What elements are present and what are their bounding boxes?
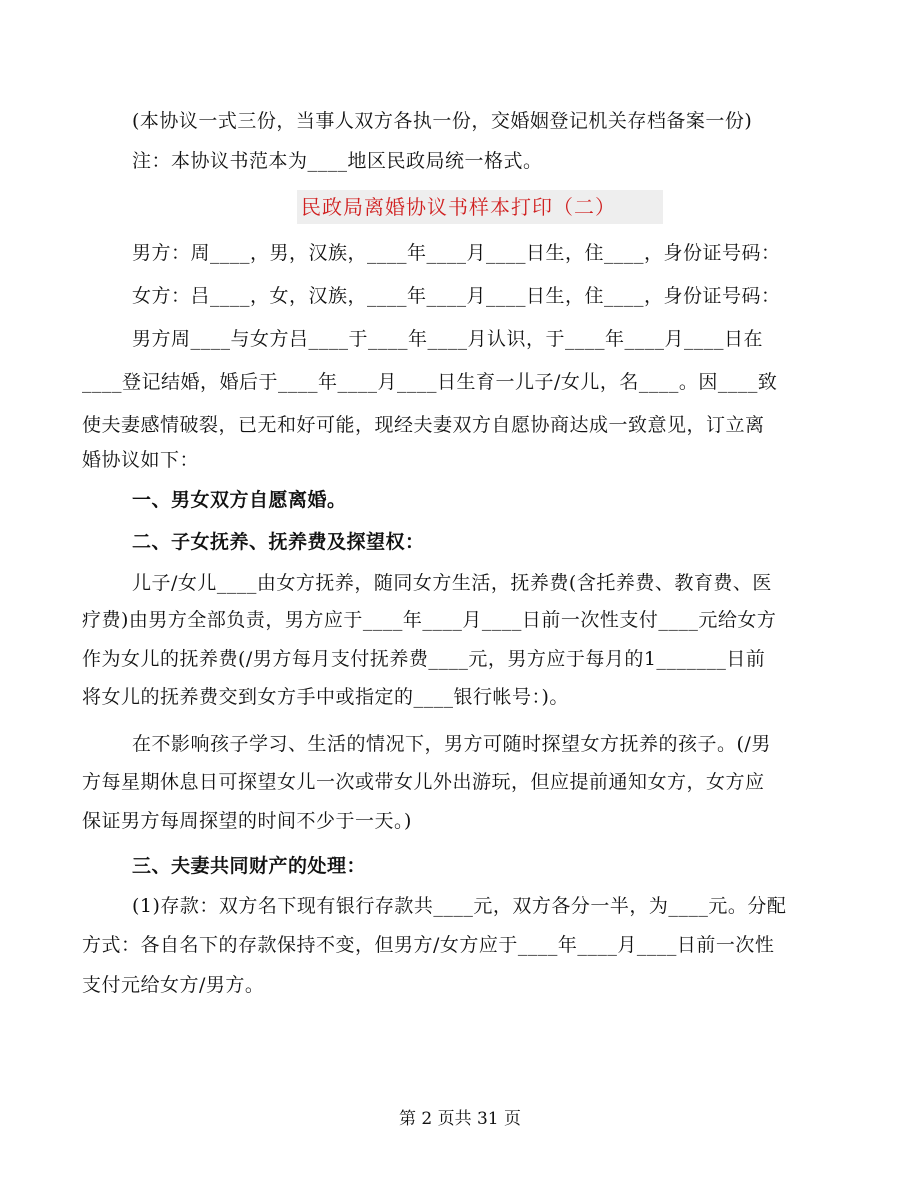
section-title <box>297 190 663 224</box>
deposit-paragraph-line-2: 方式：各自名下的存款保持不变，但男方/女方应于____年____月____日前一次性 <box>82 934 775 956</box>
intro-paragraph-line-1: 男方周____与女方吕____于____年____月认识，于____年____月____日在 <box>132 328 764 350</box>
visitation-paragraph-line-2: 方每星期休息日可探望女儿一次或带女儿外出游玩，但应提前通知女方，女方应 <box>82 771 765 793</box>
deposit-paragraph-line-3: 支付元给女方/男方。 <box>82 974 265 996</box>
section-title-text: 民政局离婚协议书样本打印（二） <box>301 195 616 219</box>
clause-2-heading: 二、子女抚养、抚养费及探望权： <box>132 531 425 553</box>
intro-paragraph-line-2: ____登记结婚，婚后于____年____月____日生育一儿子/女儿，名____。因____致 <box>82 371 778 393</box>
page-footer: 第 2 页共 31 页 <box>398 1109 522 1129</box>
clause-1-heading: 一、男女双方自愿离婚。 <box>132 489 347 511</box>
custody-paragraph-line-1: 儿子/女儿____由女方抚养，随同女方生活，抚养费(含托养费、教育费、医 <box>132 572 772 594</box>
visitation-paragraph-line-3: 保证男方每周探望的时间不少于一天。) <box>82 810 412 832</box>
clause-3-heading: 三、夫妻共同财产的处理： <box>132 855 367 877</box>
copies-note: (本协议一式三份，当事人双方各执一份，交婚姻登记机关存档备案一份) <box>132 110 753 132</box>
custody-paragraph-line-4: 将女儿的抚养费交到女方手中或指定的____银行帐号：)。 <box>82 686 569 708</box>
wife-info: 女方：吕____，女，汉族，____年____月____日生，住____，身份证号码： <box>132 285 781 307</box>
custody-paragraph-line-2: 疗费)由男方全部负责，男方应于____年____月____日前一次性支付____元给女方 <box>82 609 777 631</box>
deposit-paragraph-line-1: (1)存款：双方名下现有银行存款共____元，双方各分一半，为____元。分配 <box>132 895 787 917</box>
template-note: 注：本协议书范本为____地区民政局统一格式。 <box>132 150 543 172</box>
custody-paragraph-line-3: 作为女儿的抚养费(/男方每月支付抚养费____元，男方应于每月的1_______日前 <box>82 648 766 670</box>
intro-paragraph-line-4: 婚协议如下： <box>82 449 200 471</box>
visitation-paragraph-line-1: 在不影响孩子学习、生活的情况下，男方可随时探望女方抚养的孩子。(/男 <box>132 733 771 755</box>
husband-info: 男方：周____，男，汉族，____年____月____日生，住____，身份证号码： <box>132 242 781 264</box>
intro-paragraph-line-3: 使夫妻感情破裂，已无和好可能，现经夫妻双方自愿协商达成一致意见，订立离 <box>82 414 765 436</box>
